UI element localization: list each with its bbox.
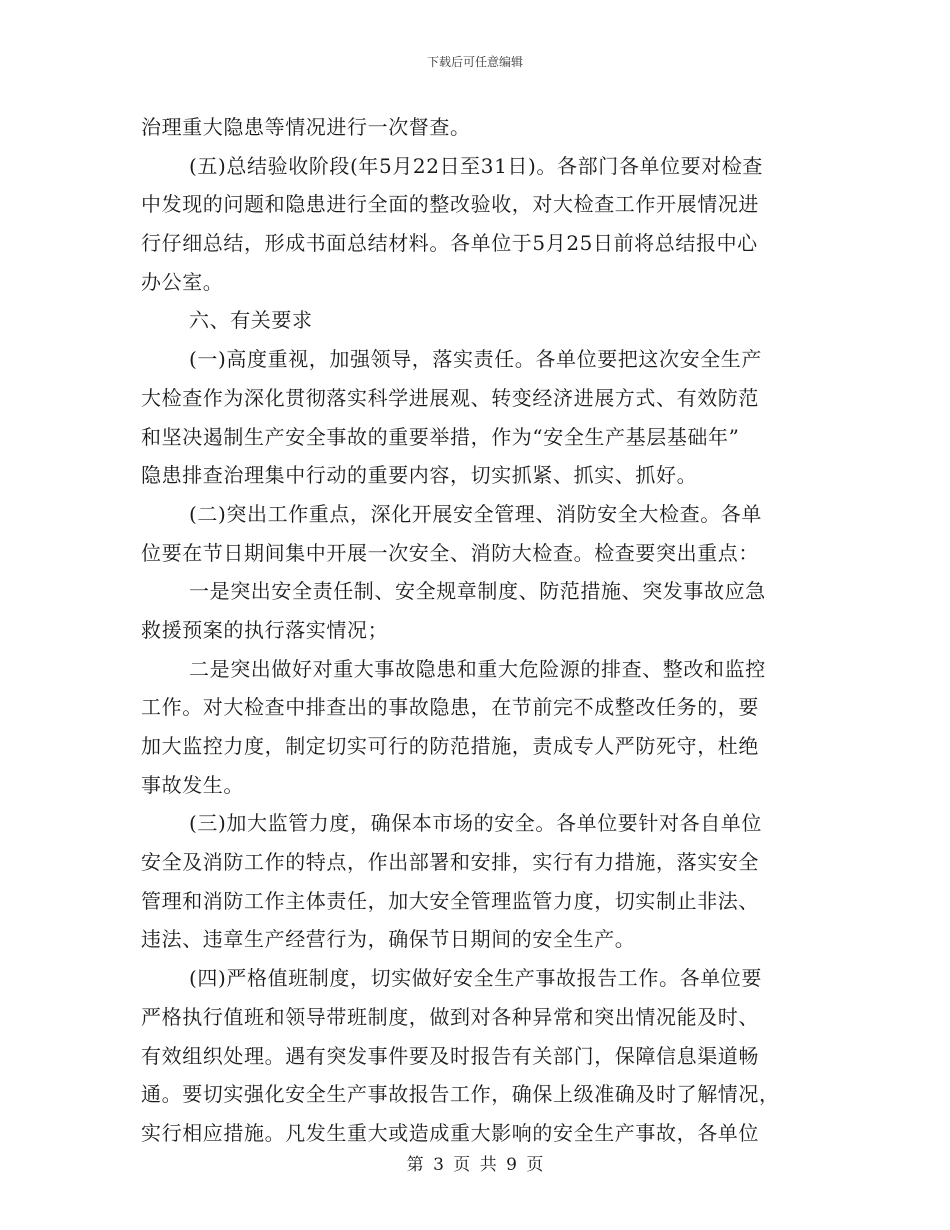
body-line: 治理重大隐患等情况进行一次督查。	[141, 115, 471, 139]
body-line: 实行相应措施。凡发生重大或造成重大影响的安全生产事故，各单位	[141, 1120, 759, 1145]
body-line: 管理和消防工作主体责任，加大安全管理监管力度，切实制止非法、	[141, 888, 759, 913]
body-line: 二是突出做好对重大事故隐患和重大危险源的排查、整改和监控	[189, 656, 766, 681]
body-line: 救援预案的执行落实情况；	[141, 617, 389, 642]
body-line: 加大监控力度，制定切实可行的防范措施，责成专人严防死守，杜绝	[141, 734, 759, 758]
body-line: 办公室。	[141, 269, 224, 294]
body-line: (一)高度重视，加强领导，落实责任。各单位要把这次安全生产	[189, 347, 763, 372]
section-heading: 六、有关要求	[189, 308, 313, 333]
body-line: 和坚决遏制生产安全事故的重要举措，作为“安全生产基层基础年”	[141, 424, 740, 449]
body-line: (四)严格值班制度，切实做好安全生产事故报告工作。各单位要	[189, 966, 763, 991]
body-line: 中发现的问题和隐患进行全面的整改验收，对大检查工作开展情况进	[141, 192, 759, 217]
document-body	[141, 108, 813, 1153]
body-line: 安全及消防工作的特点，作出部署和安排，实行有力措施，落实安全	[141, 850, 759, 875]
body-line: 位要在节日期间集中开展一次安全、消防大检查。检查要突出重点：	[141, 540, 759, 565]
body-line: (二)突出工作重点，深化开展安全管理、消防安全大检查。各单	[189, 501, 763, 526]
body-line: (五)总结验收阶段(年5月22日至31日)。各部门各单位要对检查	[189, 153, 764, 178]
body-line: (三)加大监管力度，确保本市场的安全。各单位要针对各自单位	[189, 811, 763, 836]
page-header-note: 下载后可任意编辑	[426, 55, 523, 69]
page-number: 第 3 页 共 9 页	[406, 1155, 544, 1175]
body-line: 有效组织处理。遇有突发事件要及时报告有关部门，保障信息渠道畅	[141, 1043, 759, 1068]
body-line: 严格执行值班和领导带班制度，做到对各种异常和突出情况能及时、	[141, 1004, 759, 1029]
body-line: 违法、违章生产经营行为，确保节日期间的安全生产。	[141, 927, 636, 952]
body-line: 一是突出安全责任制、安全规章制度、防范措施、突发事故应急	[189, 579, 766, 604]
body-line: 行仔细总结，形成书面总结材料。各单位于5月25日前将总结报中心	[141, 231, 758, 256]
body-line: 工作。对大检查中排查出的事故隐患，在节前完不成整改任务的，要	[141, 695, 759, 720]
body-line: 大检查作为深化贯彻落实科学进展观、转变经济进展方式、有效防范	[141, 385, 759, 410]
body-line: 隐患排查治理集中行动的重要内容，切实抓紧、抓实、抓好。	[141, 463, 698, 488]
body-line: 事故发生。	[141, 772, 244, 797]
body-line: 通。要切实强化安全生产事故报告工作，确保上级准确及时了解情况，	[141, 1082, 780, 1107]
